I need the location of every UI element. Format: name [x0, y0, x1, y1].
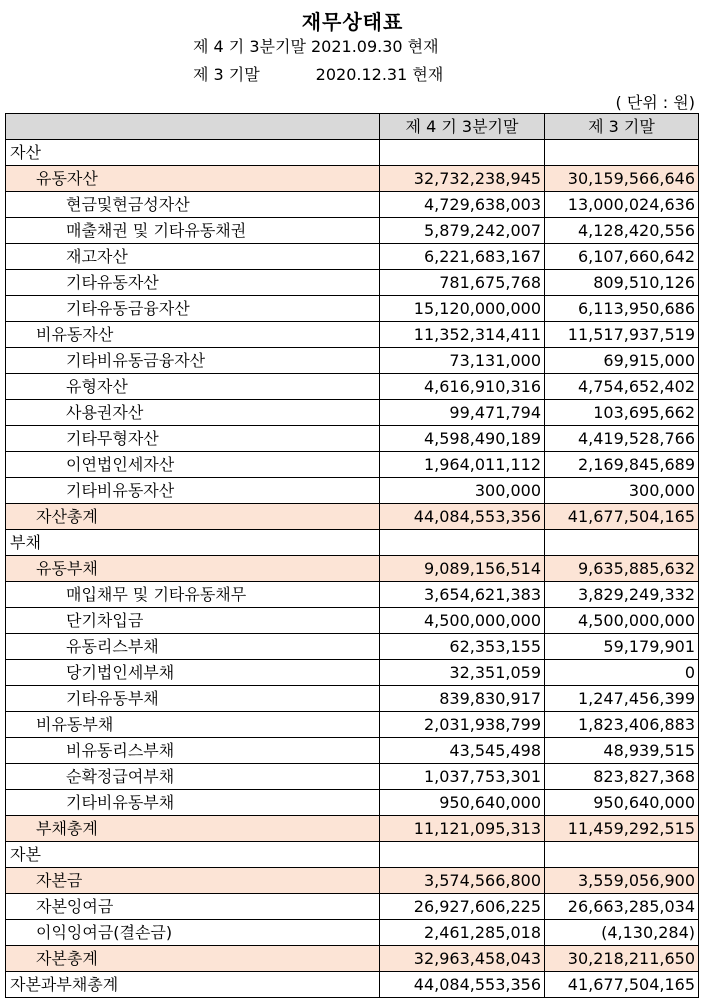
current-period-value: 11,352,314,411 — [380, 322, 545, 348]
current-period-value: 32,351,059 — [380, 660, 545, 686]
current-period-value: 2,031,938,799 — [380, 712, 545, 738]
account-label: 기타비유동자산 — [6, 478, 380, 504]
table-body — [6, 140, 699, 998]
current-period-value: 15,120,000,000 — [380, 296, 545, 322]
prior-period-value: 809,510,126 — [545, 270, 699, 296]
prior-period-value: 11,459,292,515 — [545, 816, 699, 842]
table-row — [6, 166, 699, 192]
prior-period-value: 6,107,660,642 — [545, 244, 699, 270]
table-row — [6, 582, 699, 608]
table-row — [6, 738, 699, 764]
prior-period-value: 13,000,024,636 — [545, 192, 699, 218]
prior-period-value: 4,128,420,556 — [545, 218, 699, 244]
prior-period-value — [545, 530, 699, 556]
header-prior-period: 제 3 기말 — [545, 114, 699, 140]
account-label: 비유동부채 — [6, 712, 380, 738]
current-period-value — [380, 140, 545, 166]
balance-sheet-table — [5, 113, 699, 998]
account-label: 현금및현금성자산 — [6, 192, 380, 218]
account-label: 유동부채 — [6, 556, 380, 582]
current-period-value: 44,084,553,356 — [380, 504, 545, 530]
current-period-value: 9,089,156,514 — [380, 556, 545, 582]
table-row — [6, 920, 699, 946]
current-period-value: 4,598,490,189 — [380, 426, 545, 452]
prior-period-value: 30,159,566,646 — [545, 166, 699, 192]
account-label: 자본 — [6, 842, 380, 868]
table-row — [6, 686, 699, 712]
prior-period-value: 26,663,285,034 — [545, 894, 699, 920]
table-row — [6, 712, 699, 738]
current-period-value: 62,353,155 — [380, 634, 545, 660]
table-row — [6, 348, 699, 374]
current-period-value: 99,471,794 — [380, 400, 545, 426]
prior-period-value: 41,677,504,165 — [545, 504, 699, 530]
prior-period-value: 48,939,515 — [545, 738, 699, 764]
account-label: 비유동자산 — [6, 322, 380, 348]
table-row — [6, 790, 699, 816]
prior-period-value: 3,829,249,332 — [545, 582, 699, 608]
current-period-label: 제 4 기 3분기말 2021.09.30 현재 — [193, 37, 439, 56]
account-label: 기타무형자산 — [6, 426, 380, 452]
prior-period-value: 2,169,845,689 — [545, 452, 699, 478]
current-period-value: 781,675,768 — [380, 270, 545, 296]
table-row — [6, 816, 699, 842]
table-row — [6, 270, 699, 296]
account-label: 비유동리스부채 — [6, 738, 380, 764]
account-label: 자본잉여금 — [6, 894, 380, 920]
current-period-value: 300,000 — [380, 478, 545, 504]
table-row — [6, 218, 699, 244]
current-period-value: 4,729,638,003 — [380, 192, 545, 218]
table-row — [6, 322, 699, 348]
table-row — [6, 972, 699, 998]
account-label: 유동리스부채 — [6, 634, 380, 660]
current-period-value: 3,654,621,383 — [380, 582, 545, 608]
prior-period-value: 0 — [545, 660, 699, 686]
table-row — [6, 296, 699, 322]
account-label: 자본금 — [6, 868, 380, 894]
account-label: 기타유동자산 — [6, 270, 380, 296]
account-label: 자산 — [6, 140, 380, 166]
prior-period-value: 1,247,456,399 — [545, 686, 699, 712]
account-label: 당기법인세부채 — [6, 660, 380, 686]
account-label: 부채총계 — [6, 816, 380, 842]
account-label: 매입채무 및 기타유동채무 — [6, 582, 380, 608]
account-label: 기타비유동부채 — [6, 790, 380, 816]
table-row — [6, 946, 699, 972]
account-label: 기타유동금융자산 — [6, 296, 380, 322]
current-period-value: 32,732,238,945 — [380, 166, 545, 192]
account-label: 자본과부채총계 — [6, 972, 380, 998]
current-period-value — [380, 530, 545, 556]
document-title: 재무상태표 — [301, 10, 404, 34]
table-row — [6, 192, 699, 218]
table-row — [6, 894, 699, 920]
table-row — [6, 660, 699, 686]
current-period-value: 26,927,606,225 — [380, 894, 545, 920]
account-label: 기타비유동금융자산 — [6, 348, 380, 374]
current-period-value: 32,963,458,043 — [380, 946, 545, 972]
table-row — [6, 244, 699, 270]
table-row — [6, 452, 699, 478]
table-row — [6, 374, 699, 400]
prior-period-value — [545, 842, 699, 868]
prior-period-value: 30,218,211,650 — [545, 946, 699, 972]
table-row — [6, 868, 699, 894]
prior-period-value: 300,000 — [545, 478, 699, 504]
prior-period-value: (4,130,284) — [545, 920, 699, 946]
current-period-value: 1,964,011,112 — [380, 452, 545, 478]
account-label: 단기차입금 — [6, 608, 380, 634]
account-label: 매출채권 및 기타유동채권 — [6, 218, 380, 244]
prior-period-value: 6,113,950,686 — [545, 296, 699, 322]
prior-period-value: 823,827,368 — [545, 764, 699, 790]
current-period-value: 839,830,917 — [380, 686, 545, 712]
current-period-value: 73,131,000 — [380, 348, 545, 374]
account-label: 기타유동부채 — [6, 686, 380, 712]
prior-period-label: 제 3 기말 2020.12.31 현재 — [193, 65, 444, 84]
table-row — [6, 608, 699, 634]
table-row — [6, 842, 699, 868]
table-row — [6, 556, 699, 582]
header-account — [6, 114, 380, 140]
prior-period-value: 4,500,000,000 — [545, 608, 699, 634]
account-label: 유동자산 — [6, 166, 380, 192]
current-period-value: 3,574,566,800 — [380, 868, 545, 894]
current-period-value: 44,084,553,356 — [380, 972, 545, 998]
table-row — [6, 530, 699, 556]
current-period-value: 6,221,683,167 — [380, 244, 545, 270]
current-period-value: 950,640,000 — [380, 790, 545, 816]
header-current-period: 제 4 기 3분기말 — [380, 114, 545, 140]
prior-period-value: 103,695,662 — [545, 400, 699, 426]
current-period-value: 4,500,000,000 — [380, 608, 545, 634]
current-period-value: 2,461,285,018 — [380, 920, 545, 946]
account-label: 부채 — [6, 530, 380, 556]
prior-period-value: 59,179,901 — [545, 634, 699, 660]
prior-period-value: 950,640,000 — [545, 790, 699, 816]
current-period-value — [380, 842, 545, 868]
current-period-value: 5,879,242,007 — [380, 218, 545, 244]
account-label: 사용권자산 — [6, 400, 380, 426]
account-label: 자산총계 — [6, 504, 380, 530]
prior-period-value: 9,635,885,632 — [545, 556, 699, 582]
table-header-row — [6, 114, 699, 140]
prior-period-value: 4,419,528,766 — [545, 426, 699, 452]
table-row — [6, 400, 699, 426]
prior-period-value: 1,823,406,883 — [545, 712, 699, 738]
account-label: 이익잉여금(결손금) — [6, 920, 380, 946]
account-label: 자본총계 — [6, 946, 380, 972]
prior-period-value: 11,517,937,519 — [545, 322, 699, 348]
prior-period-value: 3,559,056,900 — [545, 868, 699, 894]
table-row — [6, 634, 699, 660]
prior-period-value: 69,915,000 — [545, 348, 699, 374]
current-period-value: 43,545,498 — [380, 738, 545, 764]
account-label: 순확정급여부채 — [6, 764, 380, 790]
table-row — [6, 426, 699, 452]
prior-period-value: 4,754,652,402 — [545, 374, 699, 400]
current-period-value: 4,616,910,316 — [380, 374, 545, 400]
table-row — [6, 140, 699, 166]
current-period-value: 11,121,095,313 — [380, 816, 545, 842]
current-period-value: 1,037,753,301 — [380, 764, 545, 790]
unit-label: ( 단위 : 원) — [615, 93, 695, 112]
account-label: 이연법인세자산 — [6, 452, 380, 478]
prior-period-value: 41,677,504,165 — [545, 972, 699, 998]
table-row — [6, 478, 699, 504]
table-row — [6, 504, 699, 530]
table-row — [6, 764, 699, 790]
prior-period-value — [545, 140, 699, 166]
account-label: 유형자산 — [6, 374, 380, 400]
account-label: 재고자산 — [6, 244, 380, 270]
